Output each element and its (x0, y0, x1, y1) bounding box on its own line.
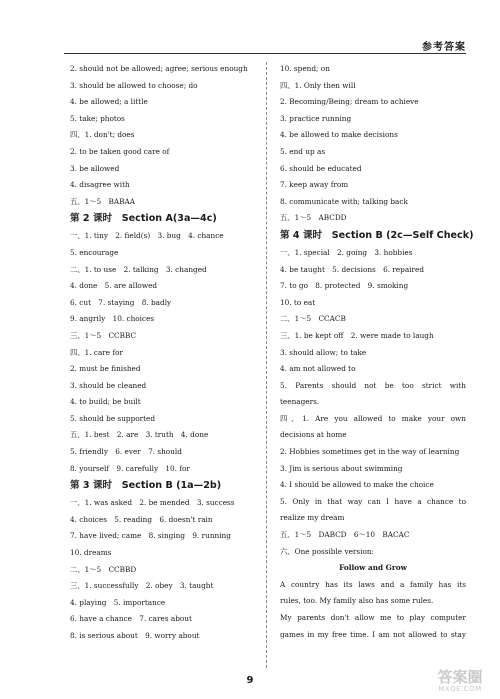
answer-line: 4. be taught 5. decisions 6. repaired (280, 264, 424, 274)
answer-line: 3. practice running (280, 113, 352, 123)
answer-line: 5. take; photos (70, 113, 125, 123)
answer-line: 三、1. successfully 2. obey 3. taught (70, 581, 214, 591)
answer-line: 2. to be taken good care of (70, 146, 170, 156)
answer-line: 5. Only in that way can I have a chance to (280, 496, 466, 506)
answer-line: 4. am not allowed to (280, 364, 356, 374)
answer-line: 5. friendly 6. ever 7. should (70, 447, 182, 457)
page-header (0, 0, 500, 60)
column-divider (266, 62, 267, 668)
answer-line: 二、1～5 CCBBD (70, 564, 137, 574)
answer-line: 一、1. was asked 2. be mended 3. success (70, 498, 235, 508)
answer-line: realize my dream (280, 513, 345, 523)
answer-line: A country has its laws and a family has its (280, 579, 466, 589)
section-heading: 第 2 课时 Section A(3a—4c) (70, 213, 217, 225)
answer-line: 5. end up as (280, 146, 326, 156)
answer-line: 5. should be supported (70, 413, 156, 423)
answer-line: 7. have lived; came 8. singing 9. running (70, 531, 231, 541)
answer-line: 8. yourself 9. carefully 10. for (70, 463, 190, 473)
answer-line: 7. keep away from (280, 180, 349, 190)
answer-line: 一、1. tiny 2. field(s) 3. bug 4. chance (70, 231, 224, 241)
answer-line: 5. encourage (70, 247, 119, 257)
watermark-logo (428, 669, 492, 695)
answer-line: 4. done 5. are allowed (70, 281, 158, 291)
answer-line: 8. is serious about 9. worry about (70, 631, 200, 640)
answer-line: 五、1～5 BABAA (70, 196, 136, 206)
answer-line: 六、One possible version: (280, 546, 375, 556)
answer-line: 4. choices 5. reading 6. doesn't rain (70, 514, 213, 524)
answer-line: 5. Parents should not be too strict with (280, 380, 466, 390)
answer-line: 2. should not be allowed; agree; serious enough (70, 64, 248, 73)
answer-line: 6. should be educated (280, 163, 362, 173)
answer-line: 四、1. Are you allowed to make your own (280, 413, 466, 423)
answer-line: 三、1. be kept off 2. were made to laugh (280, 330, 434, 340)
answer-line: 五、1～5 DABCD 6～10 BACAC (280, 530, 410, 540)
right-column (280, 64, 474, 646)
answer-line: 4. disagree with (70, 180, 130, 190)
answer-line: teenagers. (280, 397, 320, 407)
answer-line: rules, too. My family also has some rules. (280, 596, 434, 606)
answer-line: 一、1. special 2. going 3. hobbies (280, 247, 413, 257)
answer-line: 四、1. care for (70, 347, 124, 357)
answer-line: 2. must be finished (70, 364, 141, 374)
answer-line: My parents don't allow me to play computer (280, 613, 466, 622)
answer-line: 三、1～5 CCBBC (70, 330, 137, 340)
answer-line: 3. should allow; to take (280, 347, 367, 357)
answer-line: 9. angrily 10. choices (70, 314, 155, 324)
left-column (70, 64, 260, 648)
essay-title: Follow and Grow (339, 563, 407, 573)
header-rule (64, 53, 466, 54)
answer-line: 7. to go 8. protected 9. smoking (280, 281, 409, 291)
answer-line: 4. playing 5. importance (70, 597, 166, 607)
watermark-top: 答案圈 (437, 668, 483, 686)
answer-line: 3. should be allowed to choose; do (70, 80, 198, 90)
answer-line: games in my free time. I am not allowed to stay (280, 629, 466, 639)
answer-line: 6. have a chance 7. cares about (70, 614, 192, 624)
header-title: 参考答案 (422, 42, 466, 53)
answer-line: 3. Jim is serious about swimming (280, 463, 403, 473)
answer-line: 3. should be cleaned (70, 380, 147, 390)
answer-line: 10. spend; on (280, 64, 330, 73)
answer-line: decisions at home (280, 430, 347, 440)
answer-line: 四、1. Only then will (280, 80, 356, 90)
answer-line: 2. Becoming/Being; dream to achieve (280, 97, 419, 107)
answer-line: 10. dreams (70, 548, 112, 558)
answer-line: 2. Hobbies sometimes get in the way of learning (280, 447, 460, 457)
answer-line: 3. be allowed (70, 163, 120, 173)
answer-line: 8. communicate with; talking back (280, 196, 408, 206)
watermark-bottom: MXQE.COM (438, 685, 482, 693)
answer-line: 4. to build; be built (70, 397, 141, 407)
answer-line: 四、1. don't; does (70, 130, 135, 140)
answer-line: 4. be allowed; a little (70, 97, 148, 107)
answer-line: 五、1～5 ABCDD (280, 213, 347, 223)
answer-line: 4. be allowed to make decisions (280, 130, 398, 140)
section-heading: 第 4 课时 Section B (2c—Self Check) (280, 229, 474, 241)
answer-line: 4. I should be allowed to make the choice (280, 480, 434, 490)
answer-line: 二、1. to use 2. talking 3. changed (70, 264, 207, 274)
answer-line: 10. to eat (280, 297, 316, 307)
answer-line: 二、1～5 CCACB (280, 314, 346, 324)
answer-line: 6. cut 7. staying 8. badly (70, 297, 172, 307)
answer-line: 五、1. best 2. are 3. truth 4. done (70, 430, 209, 440)
section-heading: 第 3 课时 Section B (1a—2b) (70, 480, 222, 492)
page-number: 9 (246, 675, 254, 686)
